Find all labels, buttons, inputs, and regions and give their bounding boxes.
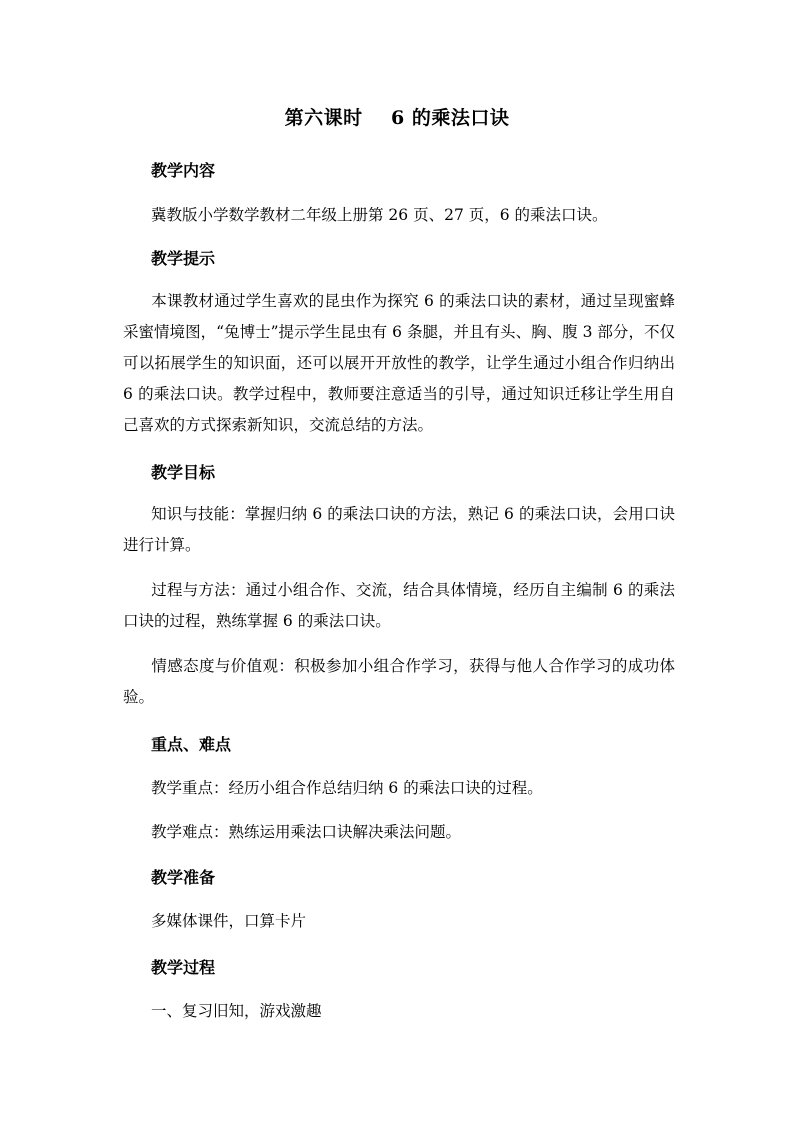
key-point-text: 教学重点：经历小组合作总结归纳 6 的乘法口诀的过程。 <box>151 779 543 797</box>
heading-teaching-goals: 教学目标 <box>151 463 216 482</box>
page-title: 第六课时 6 的乘法口诀 <box>284 107 510 129</box>
goal-knowledge-text: 知识与技能：掌握归纳 6 的乘法口诀的方法，熟记 6 的乘法口诀，会用口诀进行计算。 <box>123 505 675 554</box>
goal-emotion-text: 情感态度与价值观：积极参加小组合作学习，获得与他人合作学习的成功体验。 <box>123 657 675 706</box>
heading-preparation: 教学准备 <box>151 868 216 887</box>
difficult-point-text: 教学难点：熟练运用乘法口诀解决乘法问题。 <box>151 823 462 841</box>
heading-key-points: 重点、难点 <box>151 735 232 754</box>
goal-emotion-paragraph <box>123 651 675 713</box>
goal-process-paragraph <box>123 575 675 637</box>
teaching-hint-paragraph <box>123 286 675 441</box>
teaching-hint-text: 本课教材通过学生喜欢的昆虫作为探究 6 的乘法口诀的素材，通过呈现蜜蜂采蜜情境图，“兔博士”提示学生昆虫有 6 条腿，并且有头、胸、腹 3 部分，不仅可以拓展学生的知识面，还可以展开开放性的教学，让学生通过小组合作归纳出 6 的乘法口诀。教学过程中，教师要注意适当的引导，通过知识迁移让学生用自己喜欢的方式探索新知识，交流总结的方法。 <box>123 292 675 434</box>
heading-teaching-content: 教学内容 <box>151 161 216 180</box>
teaching-content-text: 冀教版小学数学教材二年级上册第 26 页、27 页，6 的乘法口诀。 <box>151 206 608 224</box>
step-one-title: 一、复习旧知，游戏激趣 <box>151 1002 322 1020</box>
preparation-text: 多媒体课件，口算卡片 <box>151 912 307 930</box>
goal-process-text: 过程与方法：通过小组合作、交流，结合具体情境，经历自主编制 6 的乘法口诀的过程，熟练掌握 6 的乘法口诀。 <box>123 581 675 630</box>
goal-knowledge-paragraph <box>123 499 675 561</box>
heading-teaching-hint: 教学提示 <box>151 249 216 268</box>
heading-teaching-process: 教学过程 <box>151 958 216 977</box>
